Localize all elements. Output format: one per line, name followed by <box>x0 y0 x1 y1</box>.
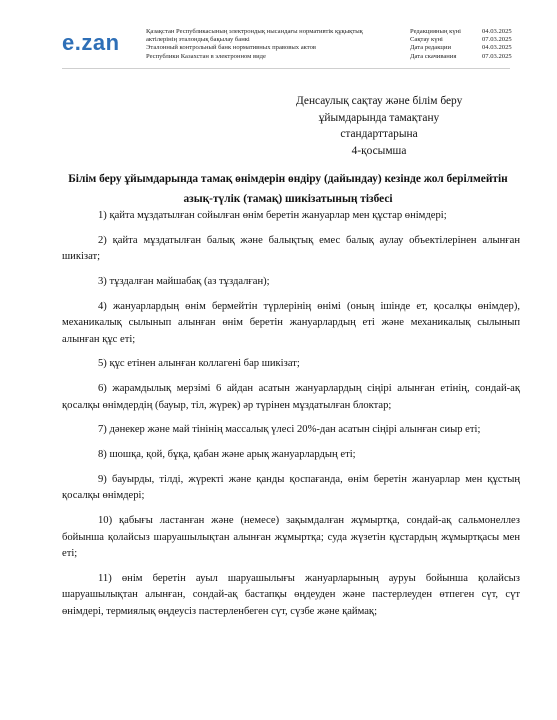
list-item: 10) қабығы ластанған және (немесе) зақымдалған жұмыртқа, сондай-ақ сальмонеллез бойынша қолайсыз шаруашылықтан алынған жұмыртқа; суда жүзетін құстардың жұмыртқасы мен еті; <box>62 515 520 560</box>
list-item: 3) тұздалған майшабақ (аз тұздалған); <box>98 276 270 287</box>
list-item: 1) қайта мұздатылған сойылған өнім беретін жануарлар мен құстар өнімдері; <box>98 210 447 221</box>
list-item: 2) қайта мұздатылған балық және балықтық емес балық аулау объектілерінен алынған шикізат; <box>62 234 520 263</box>
header-info-line: Эталонный контрольный банк нормативных правовых актов <box>146 44 316 52</box>
list-item: 9) бауырды, тілді, жүректі және қанды қоспағанда, өнім беретін жануарлар мен құстың қосалқы өнімдері; <box>62 474 520 502</box>
meta-label: Редакцияның күні <box>410 28 461 35</box>
meta-value: 04.03.2025 <box>482 44 512 52</box>
annex-line: ұйымдарында тамақтану <box>318 111 440 124</box>
annex-reference <box>296 93 462 159</box>
meta-label: Дата скачивания <box>410 52 457 60</box>
meta-value: 07.03.2025 <box>482 36 512 44</box>
list-item: 8) шошқа, қой, бұқа, қабан және арық жануарлардың еті; <box>98 449 356 461</box>
header-meta <box>410 28 532 61</box>
meta-label: Сақтау күні <box>410 36 443 44</box>
meta-row <box>410 44 532 52</box>
header-divider <box>62 68 510 69</box>
list-item: 5) құс етінен алынған коллагені бар шикізат; <box>98 358 300 370</box>
document-title: Білім беру ұйымдарында тамақ өнімдерін өндіру (дайындау) кезінде жол берілмейтін азық-түлік (тамақ) шикізатының тізбесі <box>68 173 508 205</box>
header-info <box>146 28 396 61</box>
list-item: 11) өнім беретін ауыл шаруашылығы жануарларының ауруы бойынша қолайсыз шаруашылықтан алынған, сондай-ақ бастапқы өңдеуден және пастерлеуден өтпеген сүт, сүт өнімдері, термиялық өңдеусіз пастерленбеген сүт, сүзбе және қаймақ; <box>62 572 520 617</box>
meta-row <box>410 28 532 36</box>
header-info-line: Республики Казахстан в электронном виде <box>146 52 266 60</box>
meta-value: 07.03.2025 <box>482 52 512 60</box>
document-header <box>0 0 557 70</box>
meta-row <box>410 36 532 44</box>
header-info-line: актілерінің эталондық бақылау банкі <box>146 36 250 44</box>
meta-value: 04.03.2025 <box>482 28 512 35</box>
meta-row <box>410 53 532 61</box>
annex-line: Денсаулық сақтау және білім беру <box>296 95 463 107</box>
meta-label: Дата редакции <box>410 44 451 52</box>
list-item: 4) жануарлардың өнім бермейтін түрлерінің өнімі (оның ішінде ет, қосалқы өнімдер), механикалық сылынып алынған өнім беретін жануарлардың еті және механикалық сылынып алынған құс еті; <box>62 300 520 345</box>
ezan-logo[interactable]: e.zan <box>62 30 120 55</box>
header-info-line: Қазақстан Республикасының электрондық нысандағы нормативтік құқықтық <box>146 28 363 35</box>
annex-line: 4-қосымша <box>351 144 407 157</box>
annex-line: стандарттарына <box>340 128 418 141</box>
list-item: 6) жарамдылық мерзімі 6 айдан асатын жануарлардың сіңірі алынған етінің, сондай-ақ қосалқы өнімдердің (бауыр, тіл, жүрек) әр түрінен мұздатылған блоктар; <box>62 383 520 411</box>
list-item: 7) дәнекер және май тінінің массалық үлесі 20%-дан асатын сіңірі алынған сиыр еті; <box>98 424 481 436</box>
items-list <box>62 208 520 628</box>
